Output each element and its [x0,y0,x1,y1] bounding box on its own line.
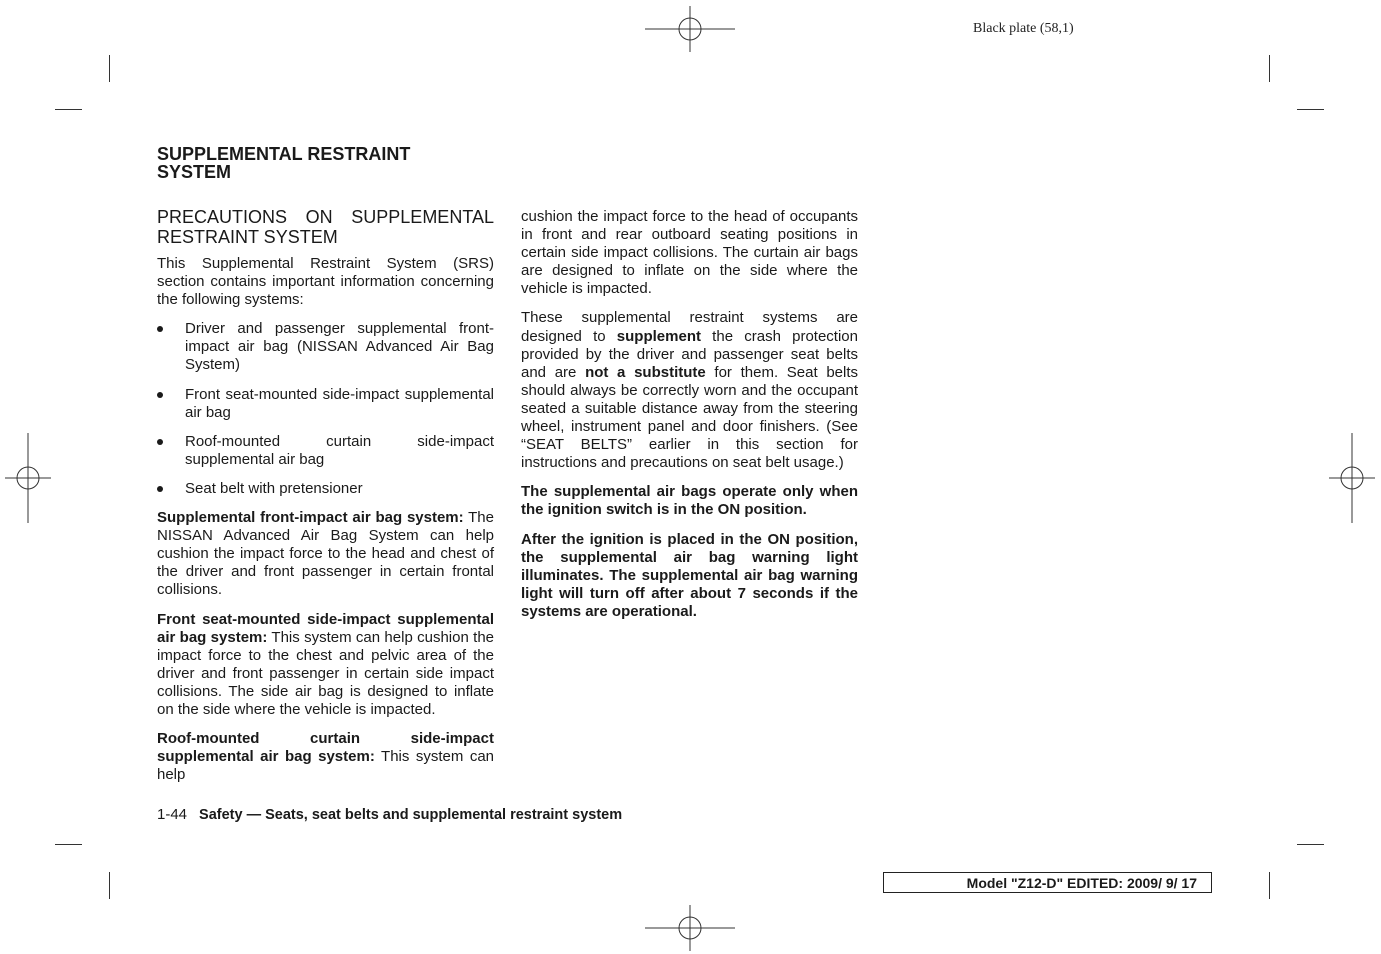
systems-list [157,320,494,498]
supplement-paragraph: These supplemental restraint systems are designed to supplement the crash protection provided by the driver and passenger seat belts and are not a substitute for them. Seat belts should always be correctly worn and the occupant seated a suitable distance away from the steering wheel, instrument panel and door finishers. (See “SEAT BELTS” earlier in this section for instructions and precautions on seat belt usage.) [521,309,859,472]
continuation-paragraph: cushion the impact force to the head of occupants in front and rear outboard seating positions in certain side impact collisions. The curtain air bags are designed to inflate on the side where the vehicle is impacted. [521,208,858,298]
crop-mark [1269,55,1270,82]
crop-mark [55,844,82,845]
front-airbag-paragraph: Supplemental front-impact air bag system: The NISSAN Advanced Air Bag System can help cushion the impact force to the head and chest of the driver and front passenger in certain frontal collisions. [157,509,494,599]
crop-mark [1297,844,1324,845]
side-airbag-paragraph: Front seat-mounted side-impact supplemental air bag system: This system can help cushion the impact force to the chest and pelvic area of the driver and front passenger in certain side impact collisions. The side air bag is designed to inflate on the side where the vehicle is impacted. [157,610,494,718]
ignition-warning: The supplemental air bags operate only when the ignition switch is in the ON position. [521,483,858,519]
curtain-airbag-paragraph: Roof-mounted curtain side-impact supplemental air bag system: This system can help [157,730,495,784]
right-column [521,208,858,632]
bullet-icon [157,392,163,398]
plate-label: Black plate (58,1) [973,21,1074,36]
crop-mark [109,872,110,899]
section-title-text: SUPPLEMENTAL RESTRAINT SYSTEM [157,144,411,182]
list-item: Driver and passenger supplemental front-impact air bag (NISSAN Advanced Air Bag System) [157,320,494,374]
chapter-title: Safety — Seats, seat belts and supplemental restraint system [199,807,623,823]
registration-mark-right [1329,433,1375,523]
bullet-icon [157,439,163,445]
subsection-title: PRECAUTIONS ON SUPPLEMENTAL RESTRAINT SYSTEM [157,207,494,247]
crop-mark [55,109,82,110]
warning-light-note: After the ignition is placed in the ON position, the supplemental air bag warning light illuminates. The supplemental air bag warning light will turn off after about 7 seconds if the systems are operational. [521,530,858,620]
crop-mark [109,55,110,82]
side-airbag-label: Front seat-mounted side-impact supplemental air bag system: [157,610,494,646]
model-edited-text: Model "Z12-D" EDITED: 2009/ 9/ 17 [966,875,1197,891]
registration-mark-left [5,433,51,523]
list-item: Seat belt with pretensioner [157,480,494,498]
bullet-icon [157,326,163,332]
bullet-icon [157,486,163,492]
list-item: Roof-mounted curtain side-impact supplemental air bag [157,433,494,469]
list-item: Front seat-mounted side-impact supplemental air bag [157,386,494,422]
page-footer [157,806,622,823]
registration-mark-bottom [645,905,735,951]
front-airbag-label: Supplemental front-impact air bag system: [157,509,464,527]
registration-mark-top [645,6,735,52]
crop-mark [1297,109,1324,110]
left-column [157,208,494,795]
intro-paragraph: This Supplemental Restraint System (SRS) section contains important information concerning the following systems: [157,255,494,309]
page-number: 1-44 [157,806,188,823]
crop-mark [1269,872,1270,899]
model-edited-box [883,872,1212,893]
curtain-airbag-label: Roof-mounted curtain side-impact supplemental air bag system: [157,730,494,766]
section-title [157,145,457,181]
